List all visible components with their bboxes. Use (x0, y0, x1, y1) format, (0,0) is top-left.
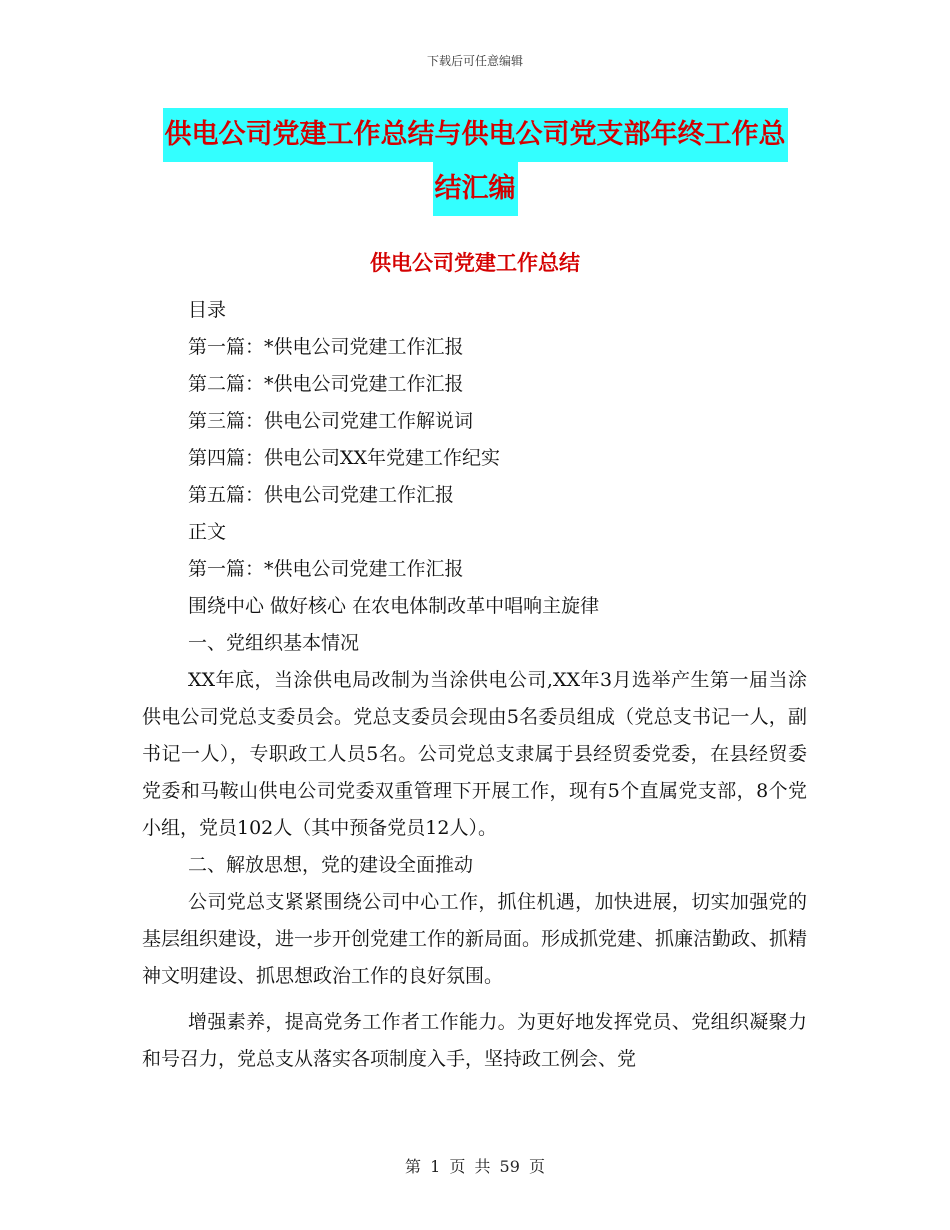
paragraph: 增强素养，提高党务工作者工作能力。为更好地发挥党员、党组织凝聚力和号召力，党总支从落实各项制度入手，坚持政工例会、党 (142, 1011, 807, 1070)
section-heading: 一、党组织基本情况 (188, 632, 360, 654)
page-header: 下载后可任意编辑 (426, 54, 523, 68)
chapter-title: 第一篇：*供电公司党建工作汇报 (188, 558, 464, 580)
toc-item: 第一篇：*供电公司党建工作汇报 (188, 336, 464, 358)
toc-item: 第五篇：供电公司党建工作汇报 (188, 484, 455, 506)
toc-item: 第三篇：供电公司党建工作解说词 (188, 410, 474, 432)
toc-item: 第四篇：供电公司XX年党建工作纪实 (188, 447, 501, 469)
document-title (0, 108, 950, 216)
paragraph: 公司党总支紧紧围绕公司中心工作，抓住机遇，加快进展，切实加强党的基层组织建设，进一步开创党建工作的新局面。形成抓党建、抓廉洁勤政、抓精神文明建设、抓思想政治工作的良好氛围。 (142, 891, 808, 987)
section-title: 供电公司党建工作总结 (370, 251, 580, 275)
title-line-1: 供电公司党建工作总结与供电公司党支部年终工作总 (163, 108, 788, 162)
section-heading: 二、解放思想，党的建设全面推动 (188, 854, 474, 876)
body-heading: 正文 (188, 521, 227, 543)
document-body (142, 292, 807, 1078)
title-line-2: 结汇编 (433, 162, 518, 216)
toc-heading: 目录 (188, 299, 227, 321)
toc-item: 第二篇：*供电公司党建工作汇报 (188, 373, 464, 395)
paragraph: XX年底，当涂供电局改制为当涂供电公司,XX年3月选举产生第一届当涂供电公司党总支委员会。党总支委员会现由5名委员组成（党总支书记一人，副书记一人），专职政工人员5名。公司党总支隶属于县经贸委党委，在县经贸委党委和马鞍山供电公司党委双重管理下开展工作，现有5个直属党支部，8个党小组，党员102人（其中预备党员12人）。 (142, 669, 807, 839)
theme-line: 围绕中心 做好核心 在农电体制改革中唱响主旋律 (188, 595, 600, 617)
page-footer: 第 1 页 共 59 页 (405, 1157, 545, 1176)
